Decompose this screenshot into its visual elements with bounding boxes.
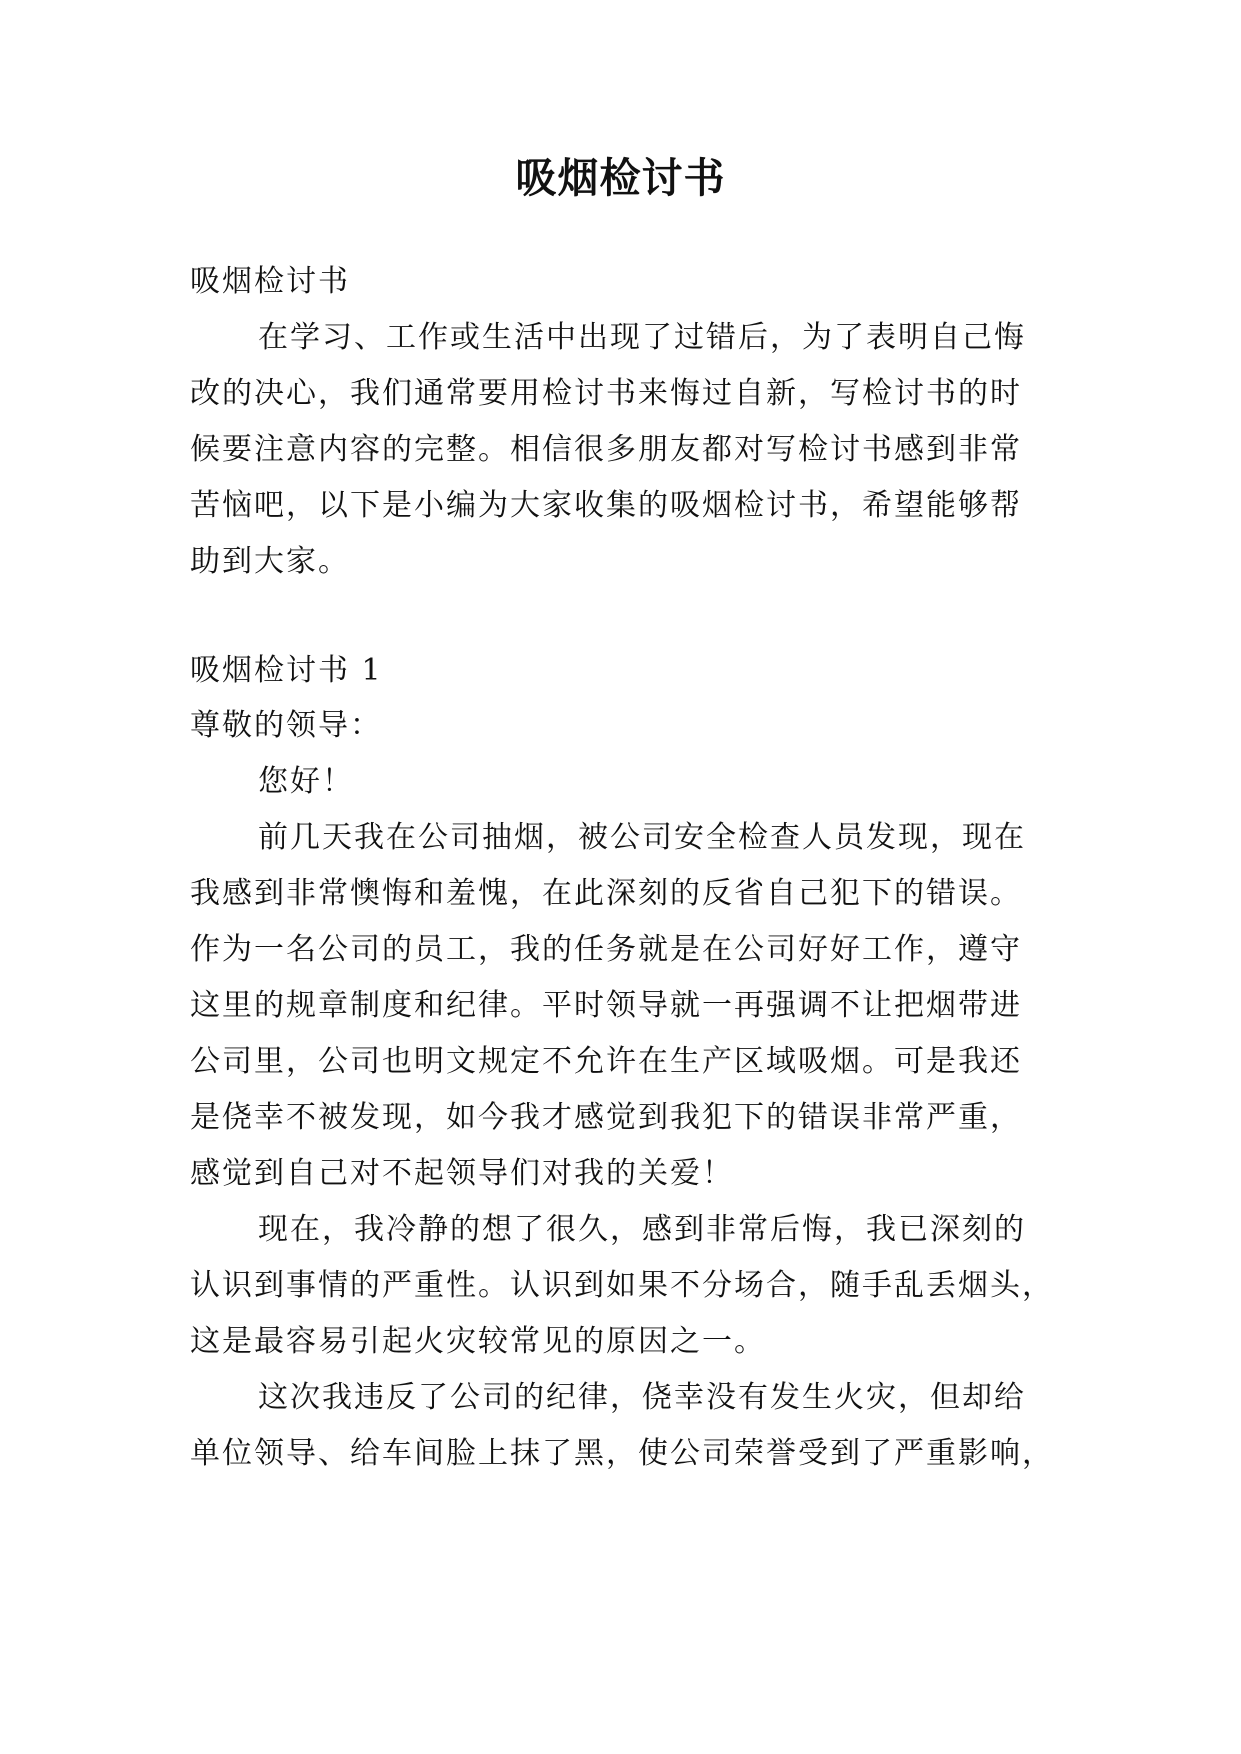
body-line: 这里的规章制度和纪律。平时领导就一再强调不让把烟带进: [190, 988, 1022, 1023]
body-line: 这次我违反了公司的纪律，侥幸没有发生火灾，但却给: [258, 1380, 1026, 1415]
body-line: 单位领导、给车间脸上抹了黑，使公司荣誉受到了严重影响，: [190, 1436, 1054, 1471]
body-line: 前几天我在公司抽烟，被公司安全检查人员发现，现在: [258, 820, 1026, 855]
body-line: 候要注意内容的完整。相信很多朋友都对写检讨书感到非常: [190, 432, 1022, 467]
body-line: 在学习、工作或生活中出现了过错后，为了表明自己悔: [258, 320, 1026, 355]
body-line: 改的决心，我们通常要用检讨书来悔过自新，写检讨书的时: [190, 376, 1022, 411]
greeting: 您好！: [258, 764, 354, 799]
body-line: 认识到事情的严重性。认识到如果不分场合，随手乱丢烟头，: [190, 1268, 1054, 1303]
section-heading: 吸烟检讨书 1: [190, 653, 383, 688]
intro-heading: 吸烟检讨书: [190, 264, 350, 299]
body-line: 公司里，公司也明文规定不允许在生产区域吸烟。可是我还: [190, 1044, 1022, 1079]
body-line: 助到大家。: [190, 544, 350, 579]
body-line: 苦恼吧，以下是小编为大家收集的吸烟检讨书，希望能够帮: [190, 488, 1022, 523]
body-line: 这是最容易引起火灾较常见的原因之一。: [190, 1324, 766, 1359]
body-line: 是侥幸不被发现，如今我才感觉到我犯下的错误非常严重，: [190, 1100, 1022, 1135]
body-line: 作为一名公司的员工，我的任务就是在公司好好工作，遵守: [190, 932, 1022, 967]
salutation: 尊敬的领导：: [190, 708, 382, 743]
body-line: 现在，我冷静的想了很久，感到非常后悔，我已深刻的: [258, 1212, 1026, 1247]
document-title: 吸烟检讨书: [515, 154, 726, 202]
body-line: 感觉到自己对不起领导们对我的关爱！: [190, 1156, 734, 1191]
body-line: 我感到非常懊悔和羞愧，在此深刻的反省自己犯下的错误。: [190, 876, 1022, 911]
